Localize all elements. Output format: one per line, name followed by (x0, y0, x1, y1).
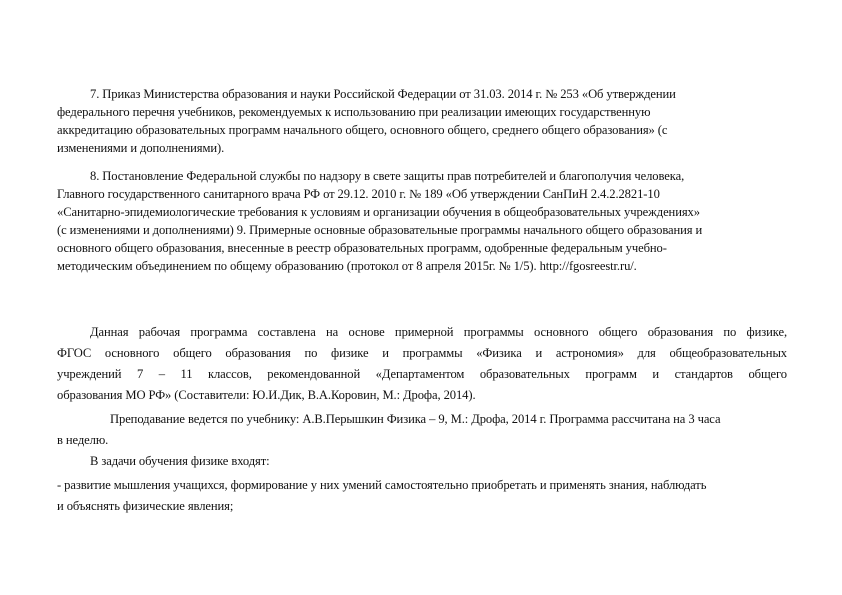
item-8-line-1: 8. Постановление Федеральной службы по надзору в свете защиты прав потребителей и благополучия человека, (90, 169, 685, 183)
body-paragraph-1-line-1: Данная рабочая программа составлена на основе примерной программы основного общего образования по физике, (90, 325, 787, 339)
item-7-line-1: 7. Приказ Министерства образования и науки Российской Федерации от 31.03. 2014 г. № 253 «Об утверждении (90, 87, 676, 101)
tasks-item-1-line-1: - развитие мышления учащихся, формирование у них умений самостоятельно приобретать и применять знания, наблюдать (57, 478, 707, 492)
item-8-line-6: методическим объединением по общему образованию (протокол от 8 апреля 2015г. № 1/5). http://fgosreestr.ru/. (57, 259, 637, 273)
item-8-line-3: «Санитарно-эпидемиологические требования к условиям и организации обучения в общеобразовательных учреждениях» (57, 205, 700, 219)
tasks-item-1-line-2: и объяснять физические явления; (57, 499, 234, 513)
body-paragraph-1-line-4: образования МО РФ» (Составители: Ю.И.Дик, В.А.Коровин, М.: Дрофа, 2014). (57, 388, 476, 402)
item-8-line-5: основного общего образования, внесенные в реестр образовательных программ, одобренные федеральным учебно- (57, 241, 667, 255)
body-paragraph-2-line-1: Преподавание ведется по учебнику: А.В.Перышкин Физика – 9, М.: Дрофа, 2014 г. Программа рассчитана на 3 часа (110, 412, 721, 426)
body-paragraph-1-line-3: учреждений 7 – 11 классов, рекомендованной «Департаментом образовательных программ и стандартов общего (57, 367, 787, 381)
item-8-line-4: (с изменениями и дополнениями) 9. Примерные основные образовательные программы начального общего образования и (57, 223, 703, 237)
tasks-heading: В задачи обучения физике входят: (90, 454, 270, 468)
body-paragraph-2-line-2: в неделю. (57, 433, 109, 447)
body-paragraph-1-line-2: ФГОС основного общего образования по физике и программы «Физика и астрономия» для общеобразовательных (57, 346, 787, 360)
item-7-line-2: федерального перечня учебников, рекомендуемых к использованию при реализации имеющих государственную (57, 105, 651, 119)
item-7-line-3: аккредитацию образовательных программ начального общего, основного общего, среднего общего образования» (с (57, 123, 668, 137)
item-8-line-2: Главного государственного санитарного врача РФ от 29.12. 2010 г. № 189 «Об утверждении СанПиН 2.4.2.2821-10 (57, 187, 660, 201)
item-7-line-4: изменениями и дополнениями). (57, 141, 225, 155)
